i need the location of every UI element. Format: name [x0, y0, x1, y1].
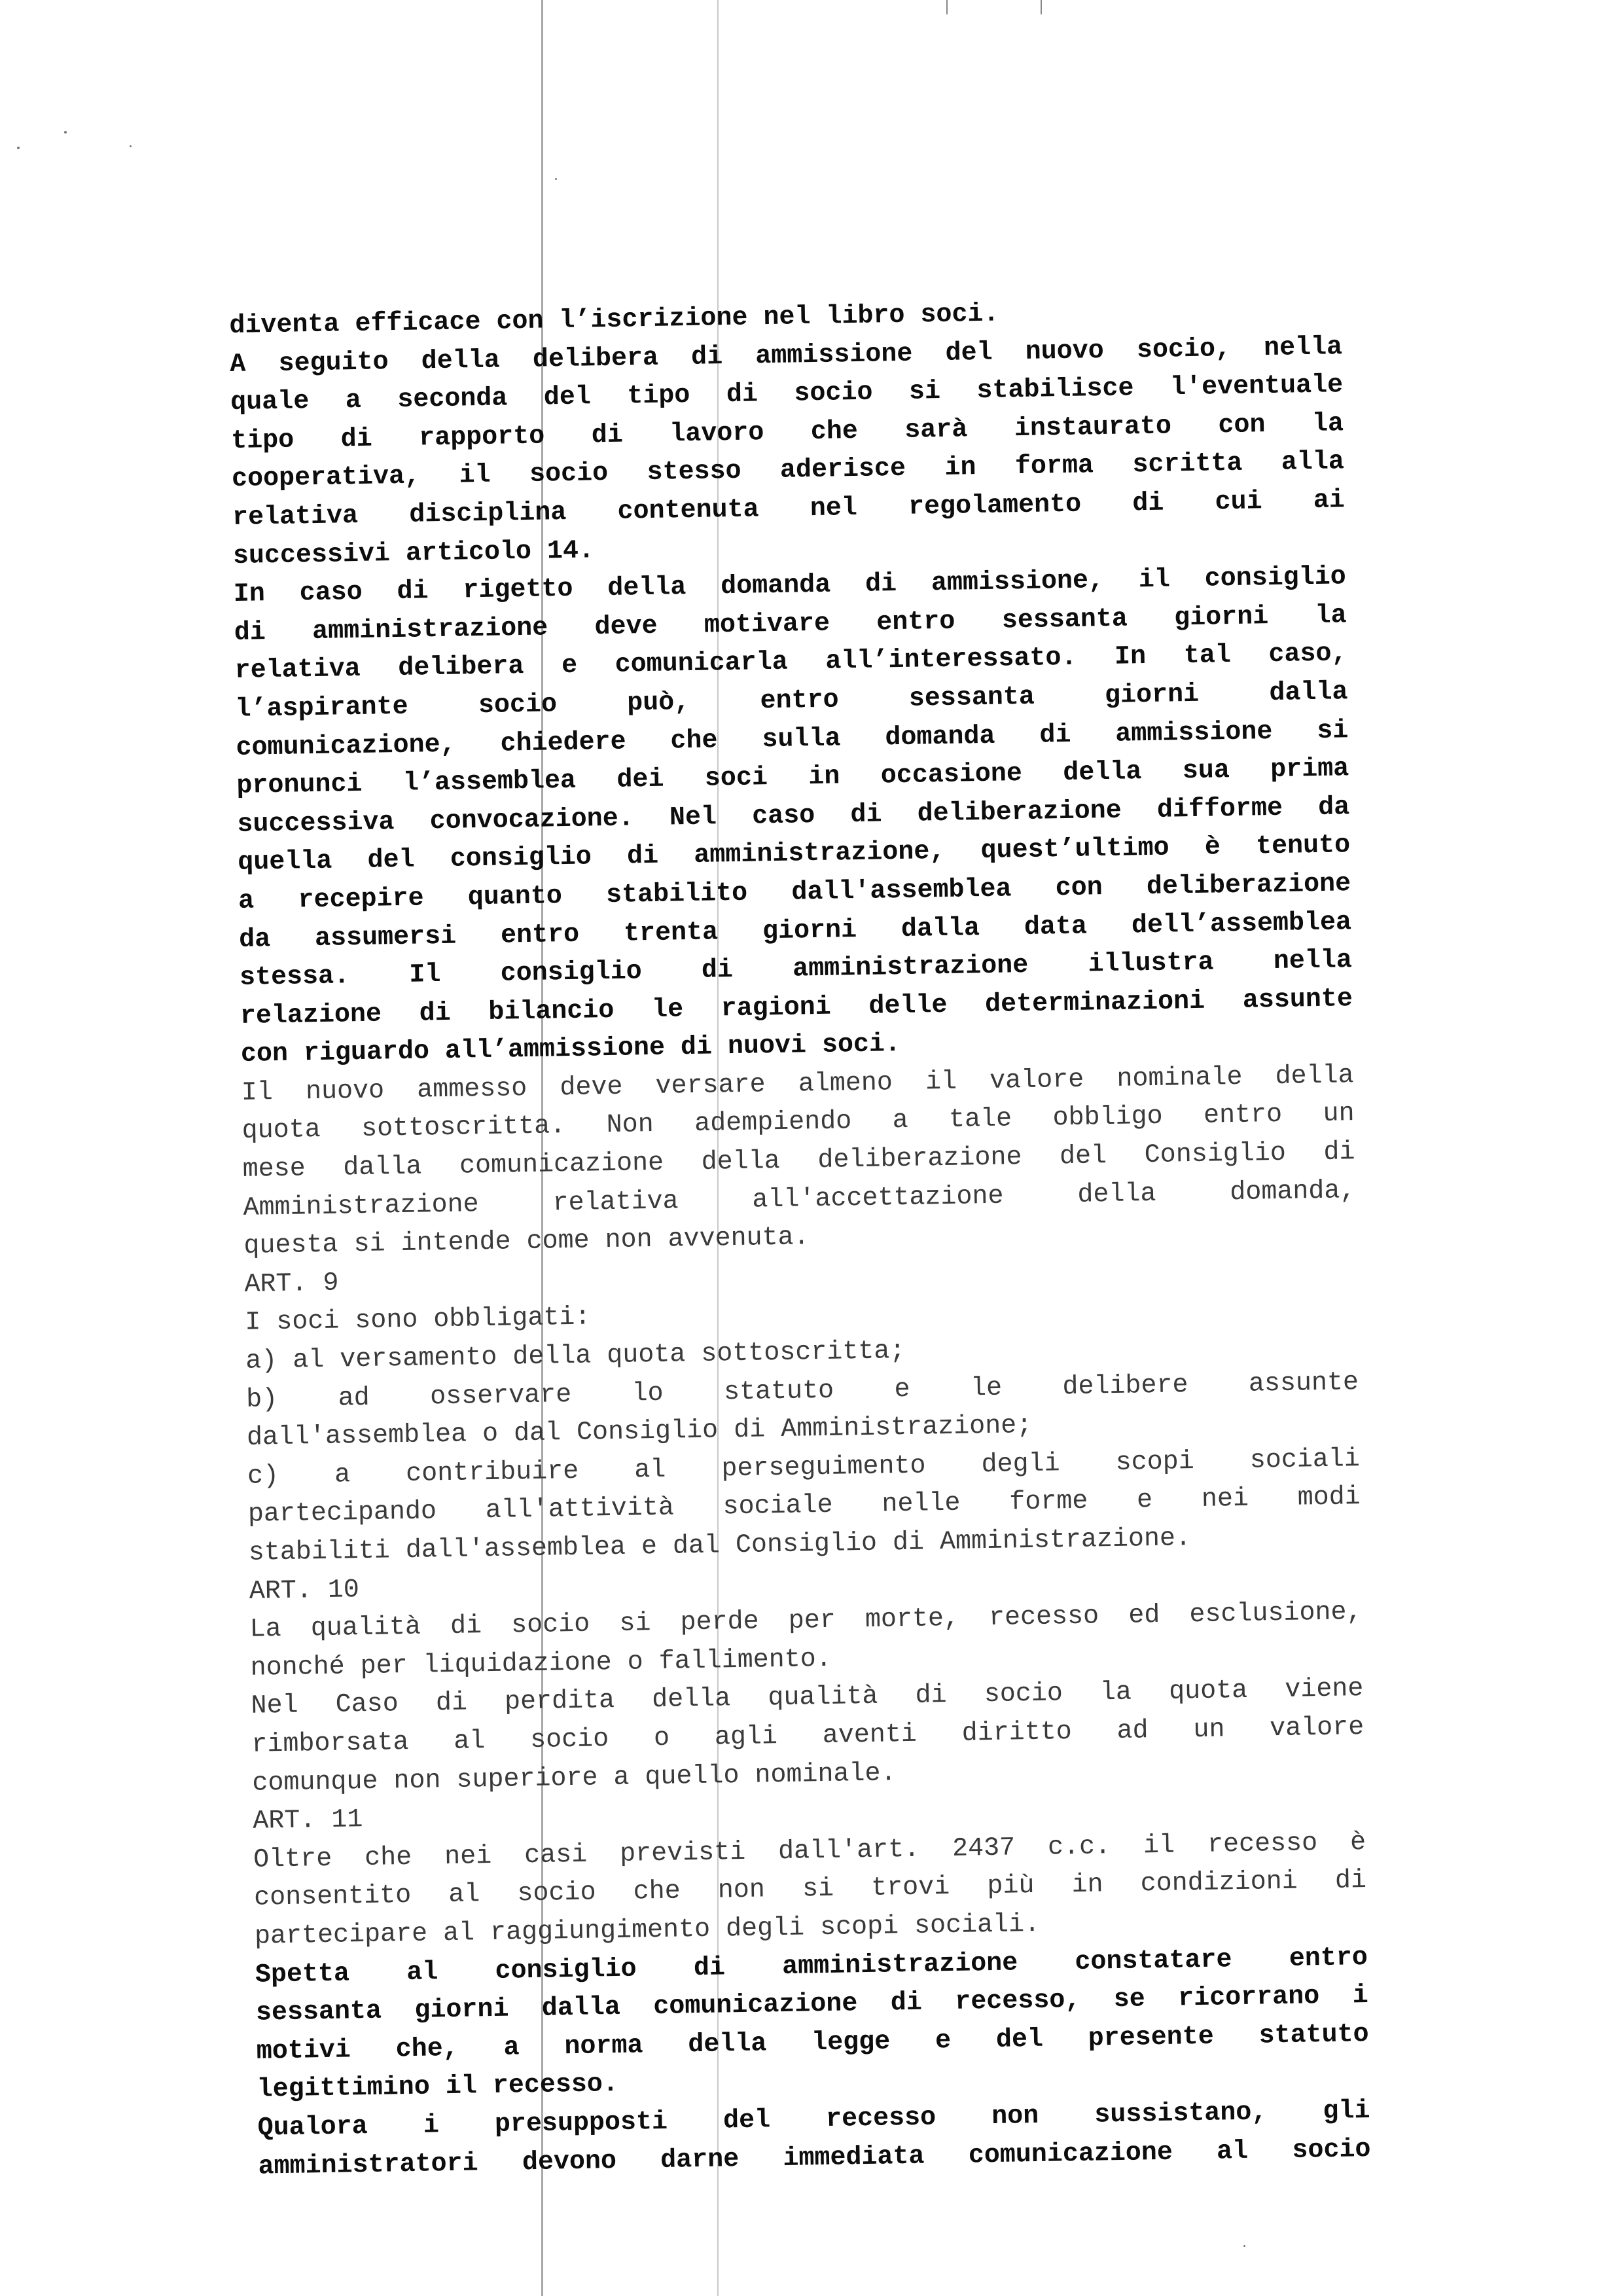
text-line: l’aspirante socio può, entro sessanta giorni dalla: [235, 677, 1348, 725]
scan-edge-mark: [1041, 0, 1042, 14]
text-line: a) al versamento della quota sottoscritta;: [245, 1336, 906, 1376]
text-line: ART. 10: [249, 1575, 360, 1607]
text-line: La qualità di socio si perde per morte, recesso ed esclusione,: [249, 1598, 1363, 1645]
scan-speck: [1243, 2245, 1245, 2247]
text-line: comunque non superiore a quello nominale.: [252, 1758, 897, 1799]
scan-speck: [64, 131, 67, 134]
text-line: relativa delibera e comunicarla all’interessato. In tal caso,: [234, 639, 1347, 687]
text-line: I soci sono obbligati:: [245, 1302, 591, 1338]
text-line: Amministrazione relativa all'accettazione della domanda,: [243, 1175, 1356, 1223]
scan-speck: [130, 145, 132, 147]
text-line: Spetta al consiglio di amministrazione constatare entro: [255, 1943, 1368, 1990]
text-line: successivi articolo 14.: [232, 535, 595, 571]
text-line: tipo di rapporto di lavoro che sarà instaurato con la: [230, 409, 1344, 456]
text-line: quale a seconda del tipo di socio si stabilisce l'eventuale: [230, 370, 1344, 418]
text-line: b) ad osservare lo statuto e le delibere assunte: [245, 1367, 1359, 1415]
text-line: successiva convocazione. Nel caso di deliberazione difforme da: [237, 792, 1350, 840]
text-line: Qualora i presupposti del recesso non sussistano, gli: [257, 2096, 1370, 2144]
text-line: stabiliti dall'assemblea e dal Consiglio di Amministrazione.: [248, 1524, 1192, 1568]
text-line: comunicazione, chiedere che sulla domanda di ammissione si: [236, 715, 1349, 763]
text-line: In caso di rigetto della domanda di ammissione, il consiglio: [233, 562, 1347, 610]
text-line: rimborsata al socio o agli aventi diritto ad un valore: [251, 1712, 1364, 1760]
text-line: legittimino il recesso.: [257, 2070, 619, 2105]
text-line: ART. 9: [244, 1268, 339, 1300]
text-line: nonché per liquidazione o fallimento.: [250, 1644, 832, 1683]
text-line: Il nuovo ammesso deve versare almeno il valore nominale della: [241, 1061, 1354, 1108]
text-line: A seguito della delibera di ammissione del nuovo socio, nella: [230, 332, 1343, 380]
text-line: c) a contribuire al perseguimento degli scopi sociali: [247, 1444, 1361, 1492]
text-line: Oltre che nei casi previsti dall'art. 2437 c.c. il recesso è: [253, 1827, 1366, 1875]
text-line: dall'assemblea o dal Consiglio di Amministrazione;: [246, 1411, 1033, 1454]
text-line: di amministrazione deve motivare entro sessanta giorni la: [234, 600, 1347, 648]
text-line: Nel Caso di perdita della qualità di socio la quota viene: [251, 1674, 1364, 1722]
text-line: relativa disciplina contenuta nel regolamento di cui ai: [232, 486, 1346, 533]
text-line: pronunci l’assemblea dei soci in occasione della sua prima: [236, 754, 1349, 802]
text-line: stessa. Il consiglio di amministrazione illustra nella: [239, 946, 1353, 993]
text-line: motivi che, a norma della legge e del presente statuto: [256, 2019, 1370, 2067]
text-line: mese dalla comunicazione della deliberazione del Consiglio di: [242, 1138, 1355, 1185]
scan-speck: [555, 178, 557, 180]
text-line: da assumersi entro trenta giorni dalla data dell’assemblea: [238, 907, 1352, 955]
text-line: questa si intende come non avvenuta.: [243, 1223, 810, 1262]
scan-speck: [17, 147, 20, 149]
text-line: sessanta giorni dalla comunicazione di recesso, se ricorrano i: [255, 1981, 1369, 2028]
text-line: partecipare al raggiungimento degli scopi sociali.: [254, 1909, 1041, 1952]
text-line: quota sottoscritta. Non adempiendo a tale obbligo entro un: [241, 1099, 1355, 1147]
text-line: a recepire quanto stabilito dall'assemblea con deliberazione: [238, 869, 1351, 916]
text-line: consentito al socio che non si trovi più in condizioni di: [253, 1866, 1367, 1914]
text-line: cooperativa, il socio stesso aderisce in forma scritta alla: [231, 447, 1345, 495]
text-line: diventa efficace con l’iscrizione nel libro soci.: [229, 299, 999, 341]
text-line: quella del consiglio di amministrazione, quest’ultimo è tenuto: [237, 831, 1351, 878]
text-line: ART. 11: [252, 1805, 363, 1837]
text-line: con riguardo all’ammissione di nuovi soci.: [240, 1030, 901, 1070]
text-line: amministratori devono darne immediata comunicazione al socio: [258, 2134, 1371, 2182]
text-line: partecipando all'attività sociale nelle forme e nei modi: [247, 1482, 1361, 1530]
document-body: [229, 290, 1371, 2186]
text-line: relazione di bilancio le ragioni delle determinazioni assunte: [240, 984, 1353, 1031]
scan-edge-mark: [946, 0, 948, 14]
